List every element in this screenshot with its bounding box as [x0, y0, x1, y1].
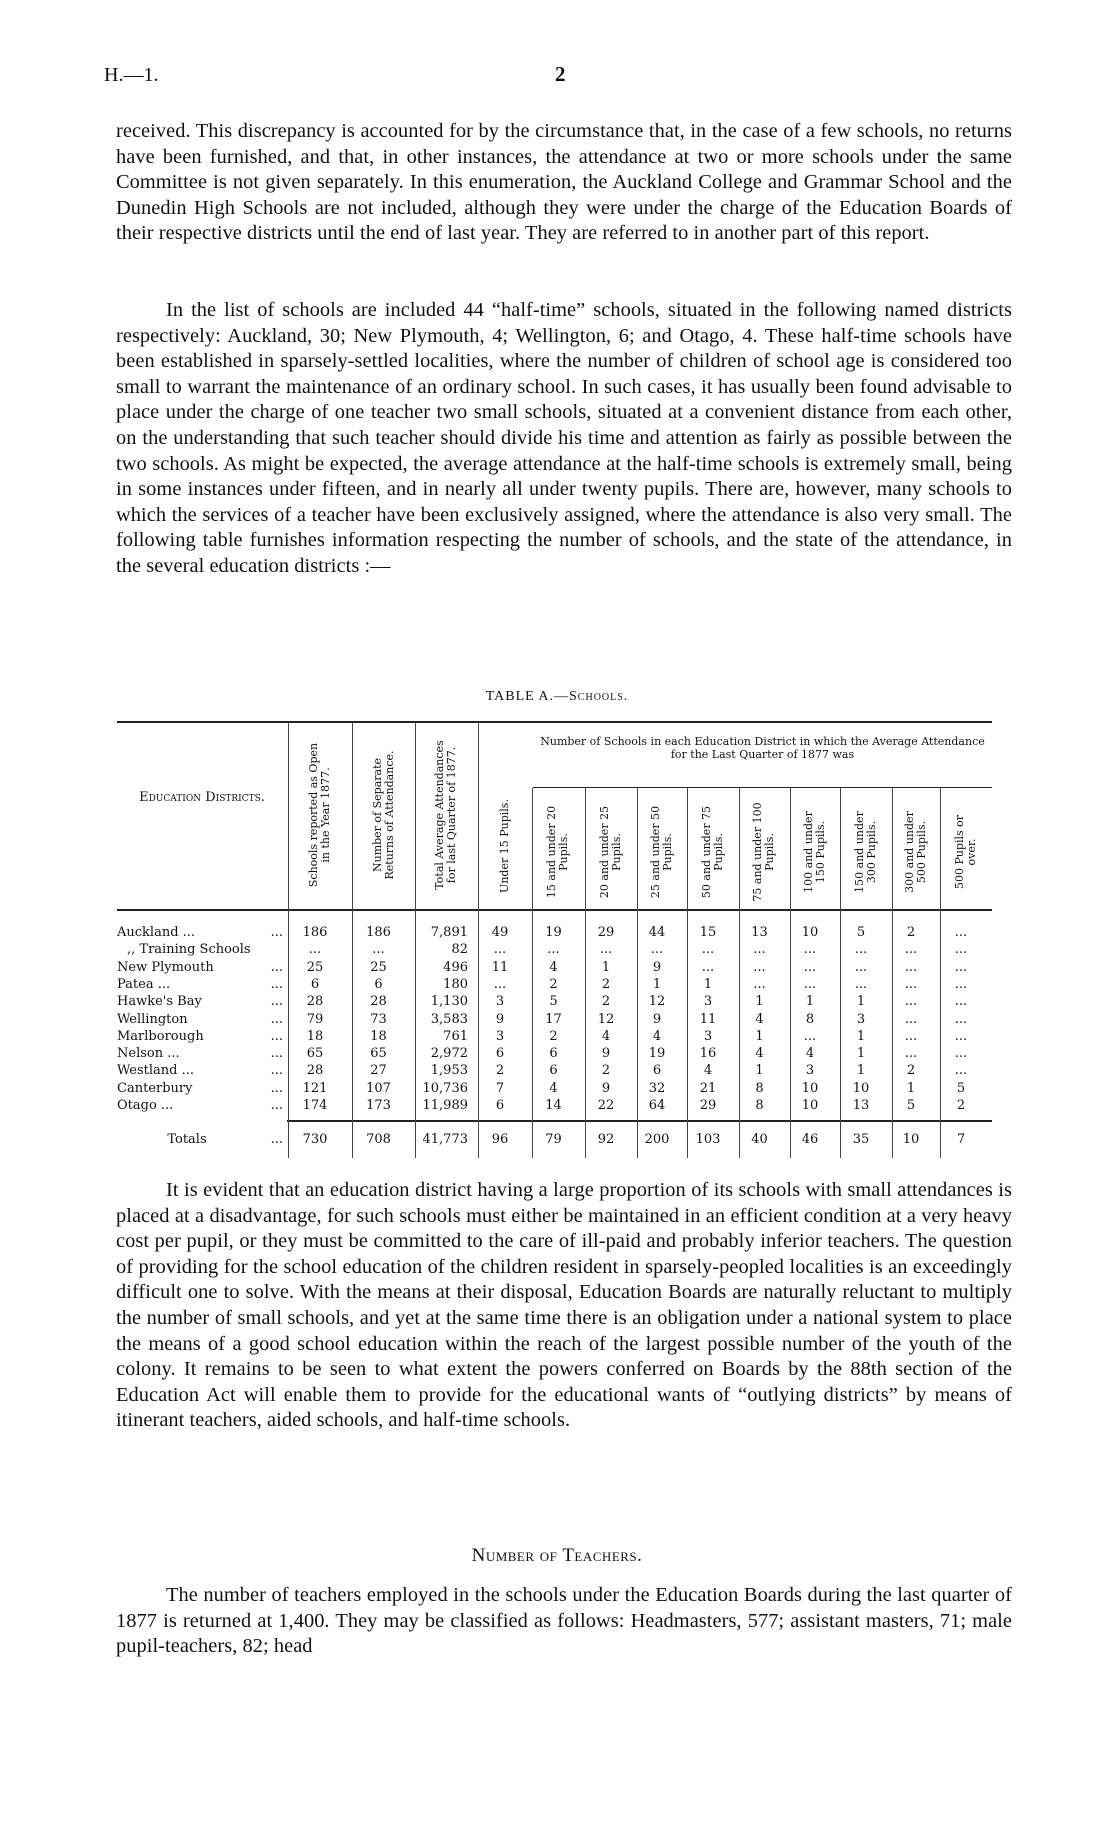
table-cell: 2: [495, 1063, 505, 1079]
district-name: [117, 976, 287, 993]
table-cell: 3: [495, 1028, 505, 1044]
leader-dots: ...: [270, 925, 283, 940]
section-heading: Number of Teachers.: [471, 1545, 643, 1566]
table-cell: 4: [549, 959, 558, 975]
district-name: [117, 1131, 287, 1148]
table-cell: 107: [366, 1080, 391, 1096]
table-cell: 12: [597, 1011, 615, 1027]
column-header-50-75: 50 and under 75 Pupils.: [700, 805, 725, 899]
leader-dots: ...: [270, 1011, 283, 1027]
table-cell: ...: [954, 1063, 968, 1079]
table-cell: 18: [306, 1028, 324, 1044]
table-cell: ...: [904, 959, 918, 975]
table-cell: 64: [648, 1098, 666, 1113]
table-cell: 200: [644, 1132, 670, 1147]
table-cell: 28: [306, 994, 324, 1010]
table-cell: ...: [904, 1028, 918, 1044]
leader-dots: ...: [270, 1028, 283, 1044]
column-header-20-25: 20 and under 25 Pupils.: [598, 805, 623, 899]
table-cell: 8: [755, 1098, 764, 1113]
table-cell: 13: [751, 925, 768, 940]
district-name: [117, 1028, 287, 1045]
table-cell: 3: [805, 1063, 815, 1079]
table-cell: 14: [545, 1098, 562, 1113]
column-header-schools-open: Schools reported as Open in the Year 1877.: [307, 742, 332, 888]
table-cell: 2: [906, 1063, 916, 1079]
district-label: Canterbury: [117, 1080, 193, 1096]
table-cell: 6: [495, 1046, 505, 1062]
column-header-150-300: 150 and under 300 Pupils.: [853, 811, 878, 893]
table-cell: ...: [308, 942, 322, 958]
leader-dots: ...: [270, 1046, 283, 1062]
totals-rule: [287, 1120, 992, 1122]
district-name: [117, 924, 287, 941]
table-cell: 10: [801, 1080, 819, 1096]
table-cell: 2: [601, 1063, 611, 1079]
column-header-separate-returns: Number of Separate Returns of Attendance.: [371, 750, 396, 880]
table-cell: ...: [803, 1028, 817, 1044]
table-cell: 79: [545, 1132, 562, 1147]
table-cell: 761: [443, 1028, 468, 1044]
leader-dots: ...: [270, 959, 283, 975]
table-cell: ...: [904, 942, 918, 958]
table-title-suffix: Schools.: [569, 689, 629, 704]
column-header-15-20: 15 and under 20 Pupils.: [545, 805, 570, 899]
table-cell: 44: [648, 925, 666, 940]
table-cell: 16: [699, 1046, 717, 1062]
table-cell: 41,773: [422, 1132, 468, 1147]
district-label: Marlborough: [117, 1028, 204, 1044]
table-cell: 2: [549, 976, 558, 992]
table-cell: 10: [801, 1098, 819, 1113]
table-cell: 7: [956, 1132, 966, 1147]
table-cell: 6: [374, 976, 383, 992]
table-cell: 1: [805, 994, 815, 1010]
table-cell: 496: [443, 959, 468, 975]
table-cell: 2,972: [430, 1046, 468, 1062]
district-name: [117, 1045, 287, 1062]
table-cell: 1: [755, 1028, 764, 1044]
column-header-100-150: 100 and under 150 Pupils.: [802, 811, 827, 893]
table-cell: 6: [549, 1046, 558, 1062]
table-cell: 6: [495, 1098, 505, 1113]
table-cell: 8: [755, 1080, 764, 1096]
table-cell: 35: [852, 1132, 870, 1147]
table-cell: 6: [310, 976, 320, 992]
table-cell: 10,736: [422, 1080, 468, 1096]
table-cell: 4: [652, 1028, 662, 1044]
district-name: [117, 1011, 287, 1028]
table-cell: 1: [755, 1063, 764, 1079]
group-header-rule: [533, 787, 992, 788]
district-label: Nelson ...: [117, 1046, 180, 1062]
column-header-75-100: 75 and under 100 Pupils.: [751, 802, 776, 902]
table-cell: ...: [493, 942, 507, 958]
district-name: [117, 959, 287, 976]
table-cell: ...: [954, 976, 968, 992]
table-cell: 1,130: [430, 994, 468, 1010]
district-label: Hawke's Bay: [117, 994, 202, 1010]
table-cell: ...: [753, 976, 766, 992]
table-cell: 1: [856, 1046, 866, 1062]
table-cell: 11: [699, 1011, 717, 1027]
table-cell: ...: [547, 942, 560, 958]
table-cell: 2: [956, 1098, 966, 1113]
table-cell: 174: [302, 1098, 328, 1113]
table-cell: 5: [906, 1098, 916, 1113]
column-header-25-50: 25 and under 50 Pupils.: [649, 805, 674, 899]
table-cell: 22: [597, 1098, 615, 1113]
table-cell: ...: [954, 1028, 968, 1044]
district-name: [117, 993, 287, 1010]
table-cell: 25: [370, 959, 387, 975]
table-cell: 2: [601, 994, 611, 1010]
table-cell: ...: [904, 976, 918, 992]
table-cell: 8: [805, 1011, 815, 1027]
table-cell: ...: [803, 976, 817, 992]
table-title-prefix: TABLE A.—: [485, 689, 570, 704]
table-cell: ...: [954, 959, 968, 975]
table-row: [117, 1097, 992, 1114]
table-cell: 27: [370, 1063, 387, 1079]
leader-dots: ...: [270, 976, 283, 992]
table-cell: 4: [703, 1063, 713, 1079]
table-cell: 19: [648, 1046, 666, 1062]
table-cell: 10: [852, 1080, 870, 1096]
leader-dots: ...: [270, 1063, 283, 1079]
table-cell: 7: [495, 1080, 505, 1096]
district-label: New Plymouth: [117, 959, 214, 975]
column-header-500-over: 500 Pupils or over.: [953, 814, 978, 890]
table-cell: 96: [491, 1132, 509, 1147]
column-header-300-500: 300 and under 500 Pupils.: [903, 811, 928, 893]
table-cell: ...: [854, 959, 868, 975]
table-row: [117, 941, 992, 958]
table-cell: 65: [306, 1046, 324, 1062]
table-cell: ...: [954, 925, 968, 940]
table-cell: 9: [601, 1080, 611, 1096]
table-cell: ...: [904, 994, 918, 1010]
paragraph-1: received. This discrepancy is accounted for by the circumstance that, in the case of a few schools, no returns have been furnished, and that, in other instances, the attendance at two or more schools under the same Committee is not given separately. In this enumeration, the Auckland College and Grammar School and the Dunedin High Schools are not included, although they were under the charge of the Education Boards of their respective districts until the end of last year. They are referred to in another part of this report.: [116, 120, 1012, 245]
totals-row: [117, 1131, 992, 1148]
table-cell: 1: [856, 994, 866, 1010]
table-cell: 10: [801, 925, 819, 940]
table-cell: 4: [755, 1011, 764, 1027]
table-cell: ...: [904, 1046, 918, 1062]
paragraph-3-text: It is evident that an education district having a large proportion of its schools with small attendances is placed at a disadvantage, for such schools must either be maintained in an efficient condition at a very heavy cost per pupil, or they must be committed to the care of ill-paid and probably inferior teachers. The question of providing for the school education of the children resident in sparsely-peopled localities is an exceedingly difficult one to solve. With the means at their disposal, Education Boards are naturally reluctant to multiply the number of small schools, and yet at the same time there is an obligation under a national system to place the means of a good school education within the reach of the largest possible number of the youth of the colony. It remains to be seen to what extent the powers conferred on Boards by the 88th section of the Education Act will enable them to provide for the educational wants of “outlying districts” by means of itinerant teachers, aided schools, and half-time schools.: [116, 1179, 1012, 1432]
table-cell: 28: [306, 1063, 324, 1079]
table-row: [117, 1028, 992, 1045]
leader-dots: ...: [270, 1098, 283, 1113]
table-cell: 4: [601, 1028, 611, 1044]
table-cell: 1: [906, 1080, 916, 1096]
district-label: Westland ...: [117, 1063, 195, 1079]
table-cell: 15: [699, 925, 717, 940]
table-cell: 186: [302, 925, 328, 940]
table-cell: 49: [491, 925, 509, 940]
table-cell: 40: [751, 1132, 768, 1147]
table-cell: 18: [370, 1028, 387, 1044]
table-row: [117, 1062, 992, 1079]
table-cell: 9: [652, 959, 662, 975]
table-cell: ...: [803, 959, 817, 975]
table-row: [117, 976, 992, 993]
table-cell: 9: [495, 1011, 505, 1027]
table-cell: ...: [904, 1011, 918, 1027]
district-label: Auckland ...: [117, 925, 196, 940]
table-cell: 5: [956, 1080, 966, 1096]
table-cell: ...: [954, 994, 968, 1010]
table-cell: 3: [495, 994, 505, 1010]
table-cell: 65: [370, 1046, 387, 1062]
leader-dots: ...: [270, 994, 283, 1010]
table-row: [117, 924, 992, 941]
table-cell: 3: [703, 994, 713, 1010]
table-cell: 730: [302, 1132, 328, 1147]
district-label: Otago ...: [117, 1098, 174, 1113]
table-cell: 29: [597, 925, 615, 940]
table-cell: 1: [703, 976, 713, 992]
table-cell: 1: [601, 959, 611, 975]
paragraph-4-text: The number of teachers employed in the schools under the Education Boards during the last quarter of 1877 is returned at 1,400. They may be classified as follows: Headmasters, 577; assistant masters, 71; male pupil-teachers, 82; head: [116, 1584, 1012, 1658]
table-cell: 29: [699, 1098, 717, 1113]
district-label: ,, Training Schools: [127, 942, 251, 958]
table-cell: 2: [601, 976, 611, 992]
table-cell: 28: [370, 994, 387, 1010]
table-cell: 19: [545, 925, 562, 940]
table-cell: 9: [601, 1046, 611, 1062]
table-cell: ...: [753, 942, 766, 958]
table-cell: ...: [599, 942, 613, 958]
table-cell: 2: [906, 925, 916, 940]
table-cell: 186: [366, 925, 391, 940]
leader-dots: ...: [270, 1132, 283, 1147]
table-cell: 11,989: [422, 1098, 468, 1113]
table-cell: 82: [451, 942, 468, 958]
table-title: [0, 689, 1114, 705]
district-name: [117, 941, 287, 958]
table-cell: 21: [699, 1080, 717, 1096]
column-header-total-attendance: Total Average Attendances for last Quarter of 1877.: [433, 740, 458, 890]
table-cell: 12: [648, 994, 666, 1010]
table-cell: ...: [954, 1046, 968, 1062]
document-reference: H.—1.: [104, 64, 159, 86]
table-cell: 5: [856, 925, 866, 940]
table-row: [117, 1045, 992, 1062]
table-cell: 17: [545, 1011, 562, 1027]
table-cell: 4: [549, 1080, 558, 1096]
district-label: Wellington: [117, 1011, 188, 1027]
table-cell: 10: [902, 1132, 920, 1147]
district-label: Totals: [167, 1132, 207, 1147]
education-districts-header: Education Districts.: [139, 790, 265, 805]
table-cell: 3: [856, 1011, 866, 1027]
district-label: Patea ...: [117, 976, 171, 992]
header-bottom-rule: [117, 909, 992, 911]
table-row: [117, 1011, 992, 1028]
column-header-under-15: Under 15 Pupils.: [498, 799, 511, 893]
table-cell: 92: [597, 1132, 615, 1147]
leader-dots: ...: [270, 1080, 283, 1096]
table-cell: ...: [493, 976, 507, 992]
paragraph-4: [116, 1583, 1012, 1660]
table-cell: 4: [805, 1046, 815, 1062]
table-cell: 25: [306, 959, 324, 975]
attendance-group-header: Number of Schools in each Education District in which the Average Attendance for the Last Quarter of 1877 was: [540, 735, 985, 761]
table-cell: 103: [695, 1132, 721, 1147]
table-cell: 1,953: [430, 1063, 468, 1079]
table-cell: 1: [652, 976, 662, 992]
table-cell: 121: [302, 1080, 328, 1096]
paragraph-2-text: In the list of schools are included 44 “half-time” schools, situated in the following named districts respectively: Auckland, 30; New Plymouth, 4; Wellington, 6; and Otago, 4. These half-time schools have been established in sparsely-settled localities, where the number of children of school age is considered too small to warrant the maintenance of an ordinary school. In such cases, it has usually been found advisable to place under the charge of one teacher two small schools, situated at a convenient distance from each other, on the understanding that such teacher should divide his time and attention as fairly as possible between the two schools. As might be expected, the average attendance at the half-time schools is extremely small, being in some instances under fifteen, and in nearly all under twenty pupils. There are, however, many schools to which the services of a teacher have been exclusively assigned, where the attendance is also very small. The following table furnishes information respecting the number of schools, and the state of the attendance, in the several education districts :—: [116, 299, 1012, 577]
table-cell: ...: [372, 942, 385, 958]
table-cell: ...: [650, 942, 664, 958]
district-name: [117, 1097, 287, 1114]
table-cell: ...: [954, 942, 968, 958]
table-cell: 1: [856, 1028, 866, 1044]
table-row: [117, 959, 992, 976]
table-cell: 3: [703, 1028, 713, 1044]
table-cell: 1: [755, 994, 764, 1010]
table-cell: 6: [549, 1063, 558, 1079]
table-cell: ...: [701, 959, 715, 975]
table-cell: 46: [801, 1132, 819, 1147]
table-cell: 13: [852, 1098, 870, 1113]
district-name: [117, 1062, 287, 1079]
table-cell: 180: [443, 976, 468, 992]
table-cell: 5: [549, 994, 558, 1010]
district-name: [117, 1080, 287, 1097]
table-cell: ...: [854, 976, 868, 992]
table-cell: 3,583: [430, 1011, 468, 1027]
table-cell: ...: [854, 942, 868, 958]
table-cell: ...: [753, 959, 766, 975]
table-cell: ...: [954, 1011, 968, 1027]
table-cell: 4: [755, 1046, 764, 1062]
table-cell: ...: [803, 942, 817, 958]
table-cell: 32: [648, 1080, 666, 1096]
table-row: [117, 1080, 992, 1097]
paragraph-3: [116, 1178, 1012, 1434]
paragraph-2: [116, 298, 1012, 580]
table-cell: 708: [366, 1132, 391, 1147]
table-cell: 9: [652, 1011, 662, 1027]
table-cell: 6: [652, 1063, 662, 1079]
table-cell: 79: [306, 1011, 324, 1027]
table-cell: 7,891: [430, 925, 468, 940]
table-top-rule: [117, 721, 992, 723]
table-cell: ...: [701, 942, 715, 958]
table-cell: 1: [856, 1063, 866, 1079]
table-cell: 11: [491, 959, 509, 975]
table-cell: 173: [366, 1098, 391, 1113]
table-cell: 73: [370, 1011, 387, 1027]
page-number: 2: [555, 62, 566, 86]
table-cell: 2: [549, 1028, 558, 1044]
table-row: [117, 993, 992, 1010]
